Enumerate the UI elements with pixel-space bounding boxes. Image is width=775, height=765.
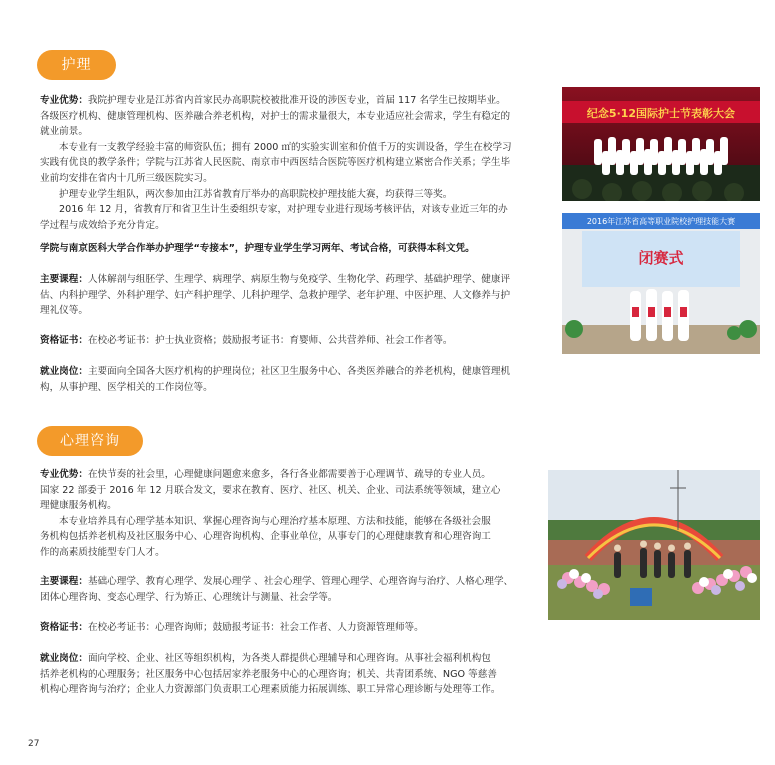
counseling-photo-event [548, 470, 760, 620]
counseling-jobs-label: 就业岗位： [40, 653, 88, 664]
nursing-courses: 主要课程：人体解剖与组胚学、生理学、病理学、病原生物与免疫学、生物化学、药理学、基础护理学、健康评 估、内科护理学、外科护理学、妇产科护理学、儿科护理学、急救护理学、老年护理、中医护理、人文修养与护 理礼仪等。 [40, 274, 511, 317]
ceremony-photo-image [562, 87, 760, 201]
nursing-photo-closing [562, 213, 760, 354]
ceremony-banner-text: 纪念5·12国际护士节表彰大会 [586, 107, 736, 120]
closing-photo-image [562, 213, 760, 354]
counseling-cert: 资格证书：在校必考证书：心理咨询师；鼓励报考证书：社会工作者、人力资源管理师等。 [40, 622, 424, 633]
nursing-jobs: 就业岗位：主要面向全国各大医疗机构的护理岗位；社区卫生服务中心、各类医养融合的养老机构，健康管理机 构，从事护理、医学相关的工作岗位等。 [40, 366, 511, 393]
counseling-advantage-label: 专业优势： [40, 469, 88, 480]
counseling-courses-label: 主要课程： [40, 576, 88, 587]
nursing-jobs-label: 就业岗位： [40, 366, 88, 377]
nursing-advantage-label: 专业优势： [40, 95, 88, 106]
nursing-cert-label: 资格证书： [40, 335, 88, 346]
closing-banner-text: 2016年江苏省高等职业院校护理技能大赛 [586, 217, 736, 226]
closing-board-text: 闭赛式 [638, 249, 684, 267]
section-title-nursing: 护理 [37, 50, 116, 80]
counseling-cert-label: 资格证书： [40, 622, 88, 633]
nursing-photo-ceremony [562, 87, 760, 201]
section-title-counseling: 心理咨询 [37, 426, 143, 456]
nursing-courses-label: 主要课程： [40, 274, 88, 285]
counseling-jobs: 就业岗位：面向学校、企业、社区等组织机构，为各类人群提供心理辅导和心理咨询。从事社会福利机构包 括养老机构的心理服务；社区服务中心包括居家养老服务中心的心理咨询；机关、共青团系统、NGO 等慈善 机构心理咨询与治疗；企业人力资源部门负责职工心理素质能力拓展训练、职工异常心理诊断与处理等工作。 [40, 653, 501, 696]
counseling-advantage: 专业优势：在快节奏的社会里，心理健康问题愈来愈多，各行各业都需要善于心理调节、疏导的专业人员。 国家 22 部委于 2016 年 12 月联合发文，要求在教育、医疗、社区、机关、企业、司法系统等领域，建立心 理健康服务机构。 本专业培养具有心理学基本知识、掌握心理咨询与心理治疗基本原理、方法和技能，能够在各级社会服 务机构包括养老机构及社区服务中心、心理咨询机构、企事业单位，从事专门的心理健康教育和心理咨询工 作的高素质技能型专门人才。 [40, 469, 501, 558]
page-number: 27 [28, 739, 40, 749]
nursing-cert: 资格证书：在校必考证书：护士执业资格；鼓励报考证书：育婴师、公共营养师、社会工作者等。 [40, 335, 453, 346]
event-photo-image [548, 470, 760, 620]
nursing-highlight: 学院与南京医科大学合作举办护理学“专接本”，护理专业学生学习两年、考试合格，可获得本科文凭。 [40, 243, 475, 254]
nursing-advantage: 专业优势：我院护理专业是江苏省内首家民办高职院校被批准开设的涉医专业，首届 117 名学生已按期毕业。 各级医疗机构、健康管理机构、医养融合养老机构，对护士的需求量很大，本专业适应社会需求，学生有稳定的 就业前景。 本专业有一支教学经验丰富的师资队伍；拥有 2000 ㎡的实验实训室和价值千万的实训设备，学生在校学习 实践有优良的教学条件；学院与江苏省人民医院、南京市中西医结合医院等医疗机构建立紧密合作关系；学生毕 业前均安排在省内十几所三级医院实习。 护理专业学生组队，两次参加由江苏省教育厅举办的高职院校护理技能大赛，均获得三等奖。 2016 年 12 月，省教育厅和省卫生计生委组织专家，对护理专业进行现场考核评估，对该专业近三年的办 学过程与成效给予充分肯定。 [40, 95, 512, 231]
counseling-courses: 主要课程：基础心理学、教育心理学、发展心理学 、社会心理学、管理心理学、心理咨询与治疗、人格心理学、 团体心理咨询、变态心理学、行为矫正、心理统计与测量、社会学等。 [40, 576, 514, 603]
